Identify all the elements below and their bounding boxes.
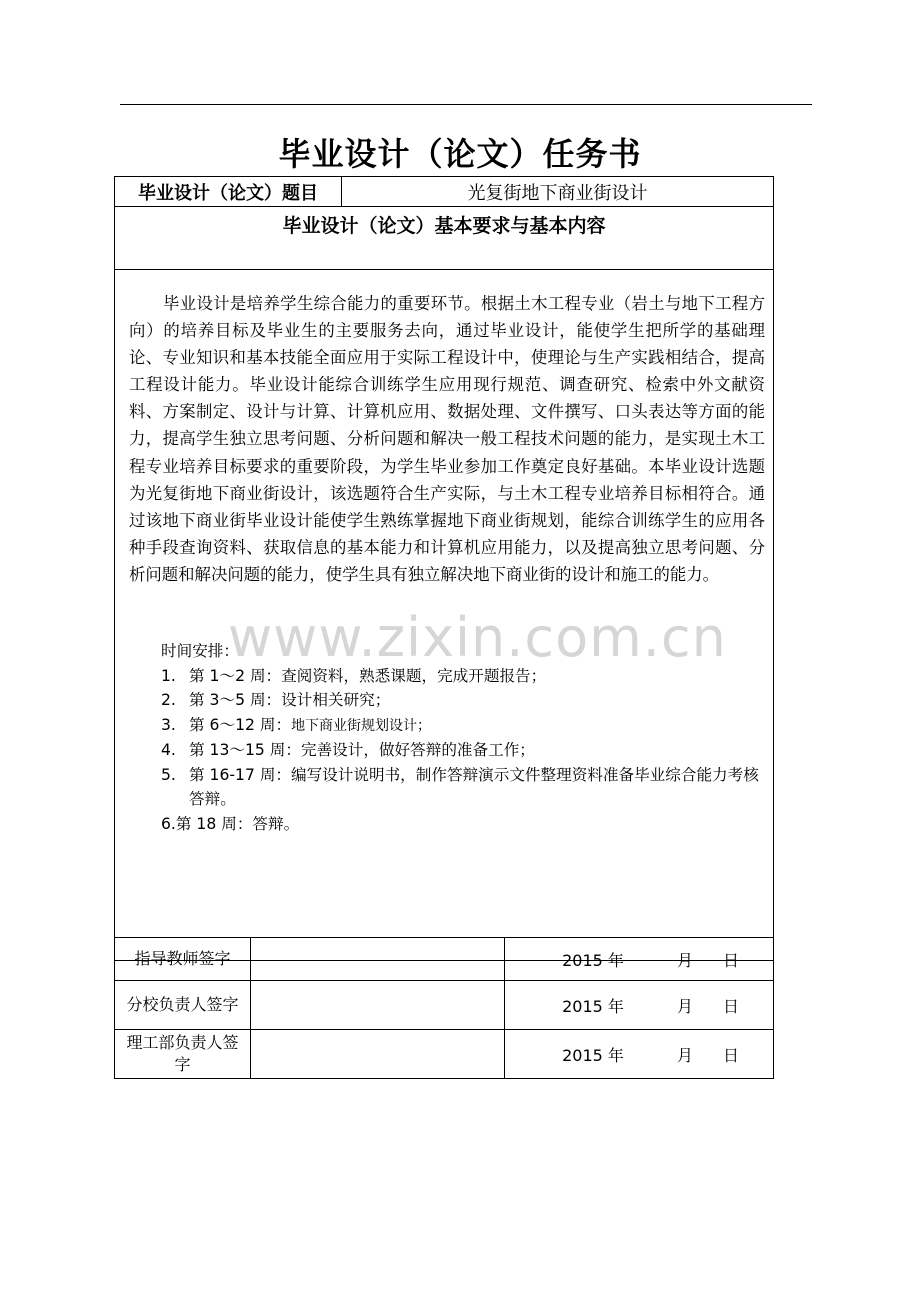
- date-month: 月: [676, 996, 693, 1016]
- signature-date: [505, 1030, 774, 1079]
- schedule-item-text-task: 地下商业街规划设计；: [291, 717, 432, 734]
- schedule: [129, 639, 765, 836]
- topic-label: 毕业设计（论文）题目: [115, 177, 342, 207]
- schedule-item-text: 第 13～15 周：完善设计，做好答辩的准备工作；: [189, 741, 535, 760]
- signature-field[interactable]: [251, 981, 505, 1030]
- body-row: [115, 270, 774, 961]
- task-table: [114, 176, 774, 961]
- schedule-item-text-week: 第 6～12 周：: [189, 715, 292, 734]
- schedule-item: [129, 688, 765, 713]
- date-day: 日: [723, 1045, 740, 1065]
- topic-row: [115, 177, 774, 207]
- watermark: www.zixin.com.cn: [228, 606, 727, 669]
- signature-row: [115, 1030, 774, 1079]
- section-head-row: [115, 207, 774, 270]
- body-cell: [115, 270, 774, 961]
- schedule-item-text: 第 3～5 周：设计相关研究；: [189, 691, 391, 710]
- date-year: 2015 年: [562, 996, 624, 1016]
- header-rule: [120, 104, 812, 105]
- schedule-item-number: 2.: [161, 691, 176, 710]
- date-day: 日: [723, 996, 740, 1016]
- signature-table: [114, 937, 774, 1079]
- date-day: 日: [723, 950, 740, 970]
- topic-value: 光复街地下商业街设计: [342, 177, 774, 207]
- date-year: 2015 年: [562, 1045, 624, 1065]
- schedule-item-text: 第 16-17 周：编写设计说明书，制作答辩演示文件整理资料准备毕业综合能力考核答辩。: [189, 765, 759, 809]
- schedule-item-number: 3.: [161, 715, 176, 734]
- signature-field[interactable]: [251, 938, 505, 981]
- signature-label: 指导教师签字: [115, 938, 251, 981]
- signature-row: [115, 981, 774, 1030]
- date-month: 月: [676, 1045, 693, 1065]
- date-year: 2015 年: [562, 950, 624, 970]
- schedule-item: [129, 738, 765, 763]
- signature-date: [505, 981, 774, 1030]
- document-title: 毕业设计（论文）任务书: [278, 135, 642, 173]
- signature-date: [505, 938, 774, 981]
- schedule-item: [129, 763, 765, 812]
- schedule-item-number: 5.: [161, 765, 176, 784]
- schedule-item: [129, 713, 765, 739]
- schedule-item-number: 1.: [161, 666, 176, 685]
- date-month: 月: [676, 950, 693, 970]
- signature-field[interactable]: [251, 1030, 505, 1079]
- schedule-item-number: 4.: [161, 741, 176, 760]
- schedule-item: [129, 664, 765, 689]
- schedule-last-item: 6.第 18 周：答辩。: [161, 814, 300, 833]
- schedule-title: 时间安排：: [161, 642, 239, 661]
- signature-label: 理工部负责人签字: [115, 1030, 251, 1079]
- signature-row: [115, 938, 774, 981]
- schedule-item-text: [189, 713, 765, 739]
- signature-label: 分校负责人签字: [115, 981, 251, 1030]
- requirements-paragraph: 毕业设计是培养学生综合能力的重要环节。根据土木工程专业（岩土与地下工程方向）的培养目标及毕业生的主要服务去向，通过毕业设计，能使学生把所学的基础理论、专业知识和基本技能全面应用于实际工程设计中，使理论与生产实践相结合，提高工程设计能力。毕业设计能综合训练学生应用现行规范、调查研究、检索中外文献资料、方案制定、设计与计算、计算机应用、数据处理、文件撰写、口头表达等方面的能力，提高学生独立思考问题、分析问题和解决一般工程技术问题的能力，是实现土木工程专业培养目标要求的重要阶段，为学生毕业参加工作奠定良好基础。本毕业设计选题为光复街地下商业街设计，该选题符合生产实际，与土木工程专业培养目标相符合。通过该地下商业街毕业设计能使学生熟练掌握地下商业街规划，能综合训练学生的应用各种手段查询资料、获取信息的基本能力和计算机应用能力，以及提高独立思考问题、分析问题和解决问题的能力，使学生具有独立解决地下商业街的设计和施工的能力。: [129, 294, 765, 584]
- section-heading: 毕业设计（论文）基本要求与基本内容: [115, 207, 774, 270]
- schedule-item-text: 第 1～2 周：查阅资料，熟悉课题，完成开题报告；: [189, 666, 547, 685]
